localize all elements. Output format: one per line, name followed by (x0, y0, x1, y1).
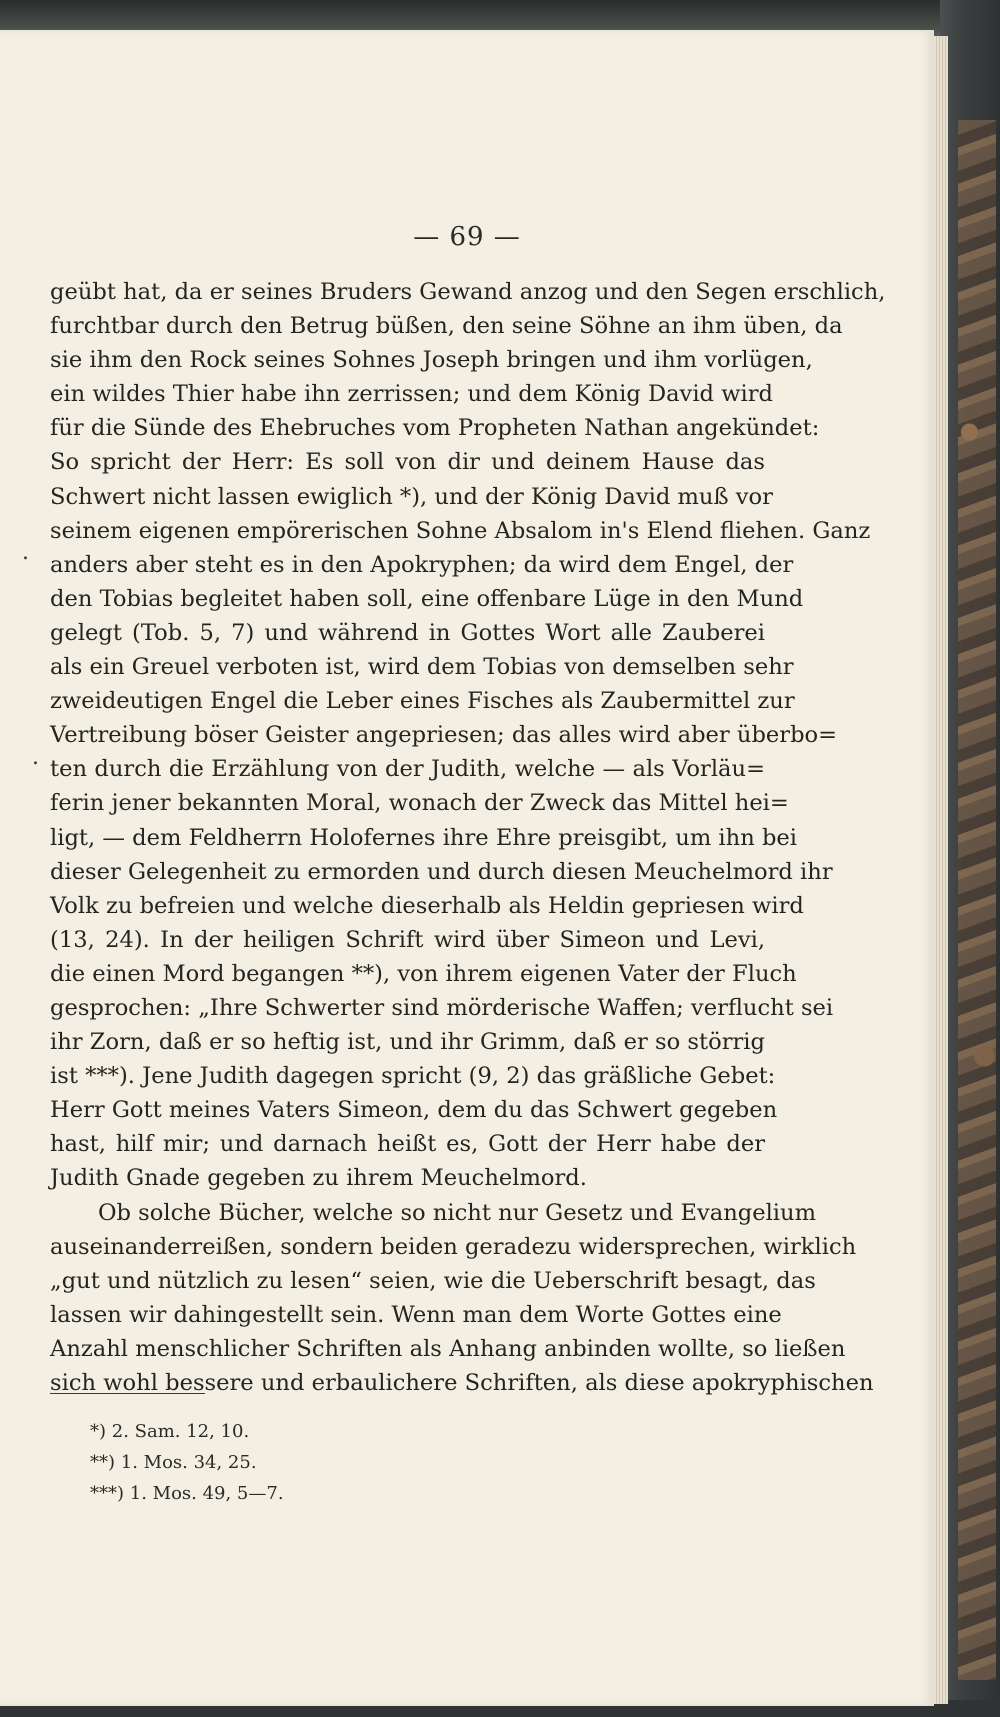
margin-mark: . (22, 540, 29, 565)
text-line: (13, 24). In der heiligen Schrift wird über Simeon und Levi, (50, 926, 765, 953)
text-line: Vertreibung böser Geister angepriesen; das alles wird aber überbo= (50, 722, 838, 749)
body-text (50, 275, 886, 1400)
text-line: den Tobias begleitet haben soll, eine offenbare Lüge in den Mund (50, 585, 804, 612)
text-line: „gut und nützlich zu lesen“ seien, wie die Ueberschrift besagt, das (50, 1267, 816, 1294)
text-line: die einen Mord begangen **), von ihrem eigenen Vater der Fluch (50, 960, 797, 987)
text-line: geübt hat, da er seines Bruders Gewand anzog und den Segen erschlich, (50, 279, 886, 305)
text-line: sie ihm den Rock seines Sohnes Joseph bringen und ihm vorlügen, (50, 347, 813, 374)
text-line: Volk zu befreien und welche dieserhalb als Heldin gepriesen wird (50, 892, 804, 919)
text-line: seinem eigenen empörerischen Sohne Absalom in's Elend fliehen. Ganz (50, 517, 871, 544)
text-line: furchtbar durch den Betrug büßen, den seine Söhne an ihm üben, da (50, 313, 843, 340)
text-line: Ob solche Bücher, welche so nicht nur Gesetz und Evangelium (98, 1199, 817, 1226)
text-line: gesprochen: „Ihre Schwerter sind mörderische Waffen; verflucht sei (50, 994, 834, 1021)
text-line: Anzahl menschlicher Schriften als Anhang anbinden wollte, so ließen (50, 1335, 846, 1362)
book-cover-right (940, 0, 1000, 1717)
text-line: für die Sünde des Ehebruches vom Propheten Nathan angekündet: (50, 415, 820, 442)
footnote: **) 1. Mos. 34, 25. (90, 1452, 257, 1473)
text-line: ist ***). Jene Judith dagegen spricht (9, 2) das gräßliche Gebet: (50, 1063, 776, 1090)
text-line: Herr Gott meines Vaters Simeon, dem du das Schwert gegeben (50, 1097, 778, 1124)
text-line: lassen wir dahingestellt sein. Wenn man dem Worte Gottes eine (50, 1301, 782, 1328)
footnote: ***) 1. Mos. 49, 5—7. (90, 1483, 284, 1504)
footnote-divider (50, 1393, 205, 1394)
text-line: anders aber steht es in den Apokryphen; da wird dem Engel, der (50, 551, 794, 578)
text-line: zweideutigen Engel die Leber eines Fisches als Zaubermittel zur (50, 688, 795, 715)
text-line: sich wohl bessere und erbaulichere Schriften, als diese apokryphischen (50, 1370, 874, 1396)
text-line: hast, hilf mir; und darnach heißt es, Gott der Herr habe der (50, 1131, 765, 1158)
text-line: So spricht der Herr: Es soll von dir und deinem Hause das (50, 449, 765, 476)
text-line: ein wildes Thier habe ihn zerrissen; und dem König David wird (50, 381, 774, 408)
text-line: Judith Gnade gegeben zu ihrem Meuchelmord. (50, 1165, 587, 1192)
page-number: — 69 — (413, 222, 521, 252)
text-line: Schwert nicht lassen ewiglich *), und der König David muß vor (50, 483, 773, 510)
text-line: auseinanderreißen, sondern beiden geradezu widersprechen, wirklich (50, 1233, 857, 1260)
text-line: ihr Zorn, daß er so heftig ist, und ihr Grimm, daß er so störrig (50, 1029, 765, 1056)
text-line: als ein Greuel verboten ist, wird dem Tobias von demselben sehr (50, 654, 794, 681)
marbled-endpaper (958, 120, 996, 1680)
text-line: gelegt (Tob. 5, 7) und während in Gottes Wort alle Zauberei (50, 619, 765, 646)
text-line: ten durch die Erzählung von der Judith, welche — als Vorläu= (50, 756, 765, 783)
text-line: ligt, — dem Feldherrn Holofernes ihre Ehre preisgibt, um ihn bei (50, 824, 798, 851)
text-line: ferin jener bekannten Moral, wonach der Zweck das Mittel hei= (50, 790, 789, 817)
margin-mark: . (32, 745, 39, 770)
footnote: *) 2. Sam. 12, 10. (90, 1421, 250, 1442)
footnotes (90, 1416, 284, 1509)
text-line: dieser Gelegenheit zu ermorden und durch diesen Meuchelmord ihr (50, 858, 833, 885)
